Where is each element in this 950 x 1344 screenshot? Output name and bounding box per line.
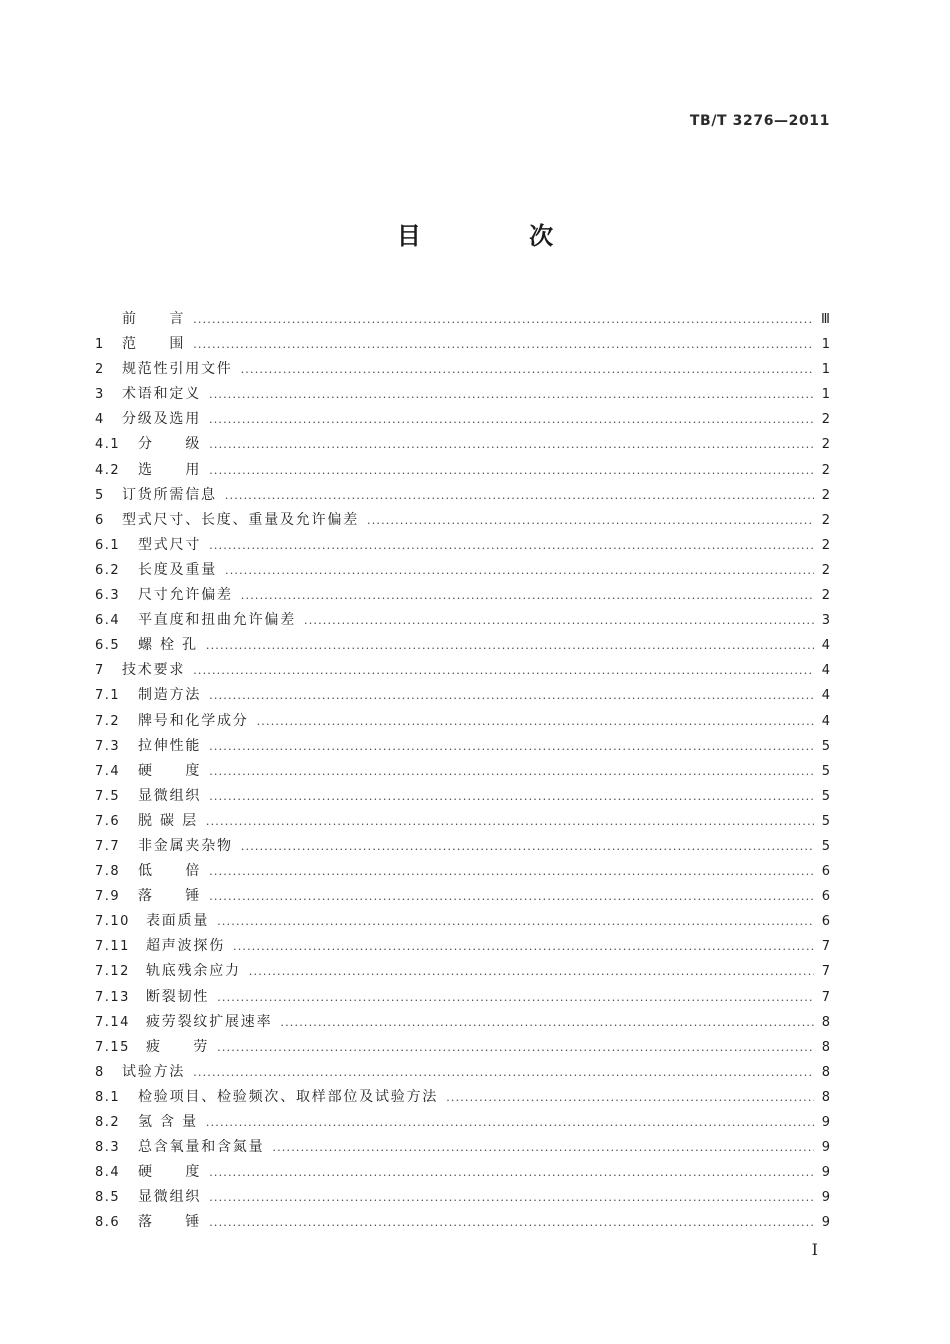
- toc-entry[interactable]: [95, 1135, 830, 1160]
- toc-entry[interactable]: [95, 307, 830, 332]
- toc-entry-number: 7.8: [95, 864, 121, 880]
- toc-entry-page: 2: [821, 537, 830, 553]
- toc-entry-page: 6: [821, 889, 830, 905]
- toc-leader-dots: [257, 709, 814, 734]
- toc-entry-number: 3: [95, 387, 105, 403]
- toc-entry[interactable]: [95, 658, 830, 683]
- toc-entry-page: 6: [821, 864, 830, 880]
- toc-entry-number: 8.2: [95, 1115, 121, 1130]
- toc-entry[interactable]: [95, 608, 830, 633]
- toc-entry-number: 4.1: [95, 437, 121, 453]
- toc-entry[interactable]: [95, 759, 830, 784]
- toc-entry-title: 落 锤: [138, 888, 202, 905]
- toc-entry-page: 4: [821, 688, 830, 704]
- toc-entry[interactable]: [95, 558, 830, 583]
- toc-entry-number: 8.3: [95, 1140, 121, 1156]
- toc-leader-dots: [209, 1210, 814, 1235]
- toc-entry[interactable]: [95, 1185, 830, 1210]
- toc-entry-page: 6: [821, 914, 830, 930]
- toc-entry-page: 7: [821, 989, 830, 1005]
- toc-entry-page: 2: [821, 588, 830, 604]
- toc-entry-title: 分级及选用: [122, 411, 201, 428]
- toc-entry-page: 8: [821, 1014, 830, 1030]
- toc-entry[interactable]: [95, 734, 830, 759]
- toc-entry[interactable]: [95, 508, 830, 533]
- toc-entry-page: 1: [821, 337, 830, 353]
- toc-entry-number: 7.11: [95, 939, 130, 955]
- toc-entry-title: 型式尺寸: [138, 536, 202, 553]
- toc-entry-title: 平直度和扭曲允许偏差: [138, 612, 296, 629]
- toc-entry-number: 7.15: [95, 1039, 130, 1055]
- toc-entry-title: 长度及重量: [138, 561, 217, 578]
- toc-entry-number: 7.12: [95, 964, 130, 980]
- toc-entry-number: 8: [95, 1064, 105, 1080]
- toc-entry-number: 7.13: [95, 989, 130, 1005]
- toc-entry-number: 8.5: [95, 1190, 121, 1206]
- toc-entry-title: 检验项目、检验频次、取样部位及试验方法: [138, 1088, 439, 1105]
- toc-entry-title: 疲劳裂纹扩展速率: [146, 1013, 273, 1030]
- toc-leader-dots: [206, 1110, 814, 1135]
- toc-entry-page: 2: [821, 437, 830, 453]
- toc-leader-dots: [233, 934, 814, 959]
- toc-leader-dots: [209, 884, 814, 909]
- toc-entry-number: 7.7: [95, 838, 121, 854]
- toc-entry-title: 尺寸允许偏差: [138, 587, 233, 604]
- toc-entry-title: 订货所需信息: [122, 486, 217, 503]
- toc-leader-dots: [241, 834, 814, 859]
- toc-entry-number: 6.5: [95, 638, 121, 654]
- toc-entry-title: 断裂韧性: [146, 988, 210, 1005]
- toc-entry[interactable]: [95, 683, 830, 708]
- toc-entry[interactable]: [95, 332, 830, 357]
- toc-entry-title: 硬 度: [138, 762, 202, 779]
- toc-entry-page: 9: [821, 1140, 830, 1156]
- toc-entry-title: 氢 含 量: [138, 1114, 198, 1130]
- toc-entry-number: 2: [95, 362, 105, 378]
- toc-entry-title: 制造方法: [138, 687, 202, 704]
- toc-entry-page: 9: [821, 1215, 830, 1231]
- toc-entry-title: 显微组织: [138, 787, 202, 804]
- toc-entry[interactable]: [95, 784, 830, 809]
- toc-entry-title: 非金属夹杂物: [138, 837, 233, 854]
- toc-entry-title: 前 言: [122, 311, 186, 327]
- toc-entry[interactable]: [95, 884, 830, 909]
- toc-entry-number: 7.2: [95, 713, 121, 729]
- toc-entry[interactable]: [95, 909, 830, 934]
- toc-entry-title: 落 锤: [138, 1214, 202, 1231]
- toc-leader-dots: [209, 859, 814, 884]
- toc-leader-dots: [280, 1010, 814, 1035]
- toc-entry-title: 轨底残余应力: [146, 963, 241, 980]
- toc-entry-number: 8.4: [95, 1165, 121, 1181]
- toc-leader-dots: [209, 734, 814, 759]
- toc-entry-page: 8: [821, 1039, 830, 1055]
- toc-entry[interactable]: [95, 633, 830, 658]
- toc-entry-page: 9: [821, 1115, 830, 1130]
- toc-entry-number: 6.3: [95, 588, 121, 604]
- toc-entry-number: 4: [95, 412, 105, 428]
- toc-entry-title: 表面质量: [146, 913, 210, 930]
- toc-entry-page: 5: [821, 838, 830, 854]
- toc-entry[interactable]: [95, 859, 830, 884]
- toc-leader-dots: [217, 985, 814, 1010]
- toc-leader-dots: [209, 759, 814, 784]
- toc-entry[interactable]: [95, 834, 830, 859]
- toc-leader-dots: [217, 909, 814, 934]
- toc-entry-number: 6.1: [95, 537, 121, 553]
- toc-entry-number: 7.4: [95, 763, 121, 779]
- toc-entry[interactable]: [95, 533, 830, 558]
- toc-entry-page: 4: [821, 638, 830, 654]
- toc-entry-page: 2: [821, 487, 830, 503]
- toc-leader-dots: [304, 608, 814, 633]
- toc-entry-page: 5: [821, 788, 830, 804]
- toc-entry-number: 4.2: [95, 462, 121, 478]
- toc-entry[interactable]: [95, 1210, 830, 1235]
- toc-entry-title: 螺 栓 孔: [138, 637, 198, 654]
- toc-entry-page: 7: [821, 939, 830, 955]
- toc-entry-number: 7.14: [95, 1014, 130, 1030]
- toc-leader-dots: [193, 332, 814, 357]
- toc-leader-dots: [206, 633, 814, 658]
- toc-entry-title: 拉伸性能: [138, 737, 202, 754]
- toc-leader-dots: [209, 407, 814, 432]
- toc-entry-title: 牌号和化学成分: [138, 712, 249, 729]
- toc-entry[interactable]: [95, 985, 830, 1010]
- toc-leader-dots: [217, 1035, 814, 1060]
- toc-entry-number: 6.4: [95, 613, 121, 629]
- toc-entry-number: 7.9: [95, 889, 121, 905]
- toc-leader-dots: [209, 683, 814, 708]
- page-number: I: [811, 1240, 818, 1259]
- toc-leader-dots: [225, 558, 814, 583]
- toc-entry-title: 硬 度: [138, 1164, 202, 1181]
- toc-entry-page: 4: [821, 713, 830, 729]
- toc-entry[interactable]: [95, 382, 830, 407]
- toc-entry-page: 5: [821, 738, 830, 754]
- toc-entry-title: 规范性引用文件: [122, 361, 233, 378]
- toc-entry[interactable]: [95, 959, 830, 984]
- toc-entry-page: 9: [821, 1165, 830, 1181]
- toc-entry[interactable]: [95, 357, 830, 382]
- toc-leader-dots: [209, 1160, 814, 1185]
- toc-entry-number: 7.10: [95, 914, 130, 930]
- toc-leader-dots: [249, 959, 814, 984]
- toc-entry-title: 分 级: [138, 436, 202, 453]
- toc-entry[interactable]: [95, 934, 830, 959]
- toc-leader-dots: [209, 382, 814, 407]
- toc-entry-title: 技术要求: [122, 662, 186, 679]
- toc-leader-dots: [241, 583, 814, 608]
- toc-entry-number: 6.2: [95, 562, 121, 578]
- toc-entry-title: 总含氧量和含氮量: [138, 1139, 265, 1156]
- toc-entry-title: 型式尺寸、长度、重量及允许偏差: [122, 511, 359, 528]
- toc-leader-dots: [209, 1185, 814, 1210]
- toc-leader-dots: [241, 357, 814, 382]
- toc-leader-dots: [446, 1085, 814, 1110]
- toc-leader-dots: [209, 458, 814, 483]
- toc-entry-title: 超声波探伤: [146, 938, 225, 955]
- toc-entry-page: 7: [821, 964, 830, 980]
- toc-entry-page: 4: [821, 663, 830, 679]
- toc-entry[interactable]: [95, 1085, 830, 1110]
- toc-entry-page: 8: [821, 1089, 830, 1105]
- toc-entry-title: 显微组织: [138, 1189, 202, 1206]
- toc-entry[interactable]: [95, 1110, 830, 1135]
- page-title: 目 次: [396, 222, 604, 250]
- toc-entry-page: 3: [821, 613, 830, 629]
- toc-entry-title: 选 用: [138, 461, 202, 478]
- toc-leader-dots: [209, 784, 814, 809]
- toc-entry-page: Ⅲ: [821, 312, 830, 327]
- toc-entry-number: 6: [95, 512, 105, 528]
- table-of-contents: [95, 307, 830, 1235]
- toc-entry-page: 2: [821, 562, 830, 578]
- toc-entry[interactable]: [95, 407, 830, 432]
- toc-entry-number: 7: [95, 663, 105, 679]
- toc-entry-page: 9: [821, 1190, 830, 1206]
- toc-entry-page: 8: [821, 1064, 830, 1080]
- toc-entry[interactable]: [95, 809, 830, 834]
- toc-leader-dots: [272, 1135, 814, 1160]
- toc-entry-number: 7.1: [95, 688, 121, 704]
- toc-leader-dots: [193, 307, 814, 332]
- toc-entry-title: 疲 劳: [146, 1038, 210, 1055]
- toc-entry[interactable]: [95, 709, 830, 734]
- toc-entry-number: 7.6: [95, 813, 121, 829]
- toc-entry[interactable]: [95, 458, 830, 483]
- toc-leader-dots: [367, 508, 814, 533]
- toc-entry[interactable]: [95, 1160, 830, 1185]
- toc-entry-title: 低 倍: [138, 863, 202, 880]
- toc-entry-number: 7.3: [95, 738, 121, 754]
- toc-leader-dots: [193, 658, 814, 683]
- toc-leader-dots: [206, 809, 814, 834]
- toc-entry-page: 2: [821, 462, 830, 478]
- toc-entry[interactable]: [95, 1010, 830, 1035]
- toc-entry-title: 脱 碳 层: [138, 812, 198, 829]
- toc-entry-page: 1: [821, 362, 830, 378]
- toc-entry-page: 5: [821, 813, 830, 829]
- toc-entry-page: 5: [821, 763, 830, 779]
- document-code: TB/T 3276—2011: [689, 113, 830, 129]
- toc-leader-dots: [209, 533, 814, 558]
- toc-entry-number: 1: [95, 337, 105, 353]
- toc-leader-dots: [225, 483, 814, 508]
- toc-leader-dots: [193, 1060, 814, 1085]
- toc-entry[interactable]: [95, 583, 830, 608]
- toc-entry-page: 2: [821, 412, 830, 428]
- toc-entry-page: 1: [821, 387, 830, 403]
- toc-entry-title: 术语和定义: [122, 386, 201, 403]
- toc-entry-title: 试验方法: [122, 1063, 186, 1080]
- toc-entry-page: 2: [821, 512, 830, 528]
- toc-entry[interactable]: [95, 1060, 830, 1085]
- toc-entry-number: 5: [95, 487, 105, 503]
- toc-entry-number: 8.1: [95, 1089, 121, 1105]
- toc-entry[interactable]: [95, 483, 830, 508]
- toc-entry[interactable]: [95, 1035, 830, 1060]
- toc-entry-number: 7.5: [95, 788, 121, 804]
- toc-entry-number: 8.6: [95, 1215, 121, 1231]
- toc-entry-title: 范 围: [122, 336, 186, 353]
- toc-leader-dots: [209, 432, 814, 457]
- toc-entry[interactable]: [95, 432, 830, 457]
